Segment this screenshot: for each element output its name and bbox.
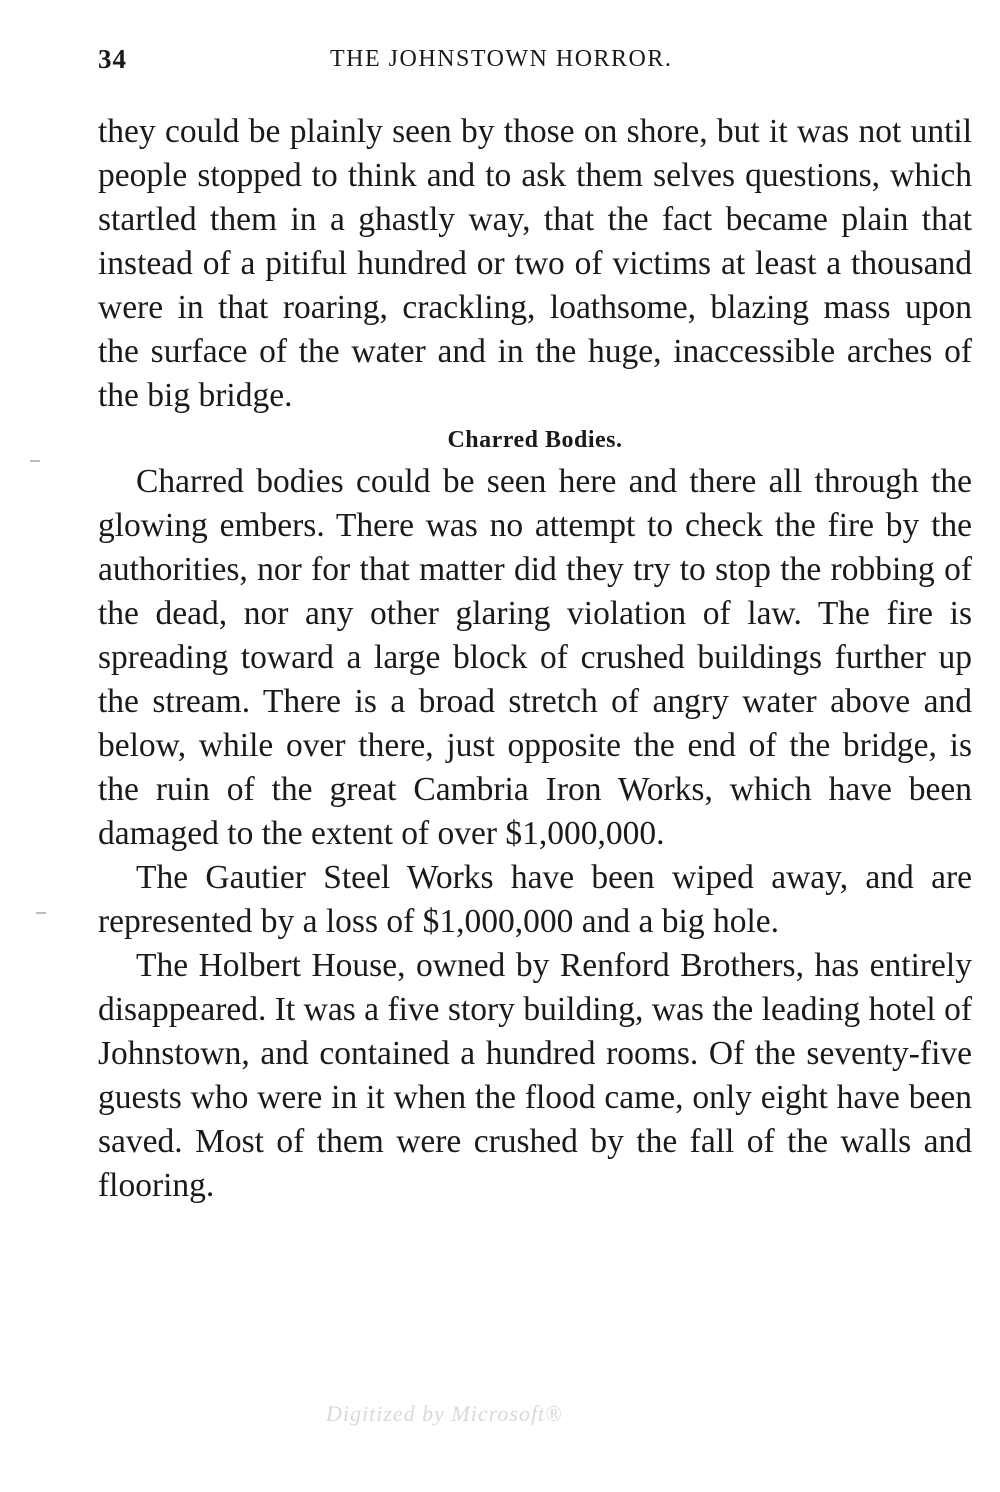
digitization-watermark: Digitized by Microsoft® (326, 1401, 563, 1426)
page-header (98, 44, 972, 84)
paragraph-charred-bodies: Charred bodies could be seen here and there all through the glowing embers. There was no attempt to check the fire by the authorities, nor for that matter did they try to stop the robbing of the dead, nor any other glaring violation of law. The fire is spreading toward a large block of crushed buildings further up the stream. There is a broad stretch of angry water above and below, while over there, just opposite the end of the bridge, is the ruin of the great Cambria Iron Works, which have been damaged to the extent of over $1,000,000. (98, 463, 972, 852)
page-number: 34 (98, 44, 127, 74)
running-head: THE JOHNSTOWN HORROR. (330, 46, 673, 72)
paragraph-gautier-steel-works: The Gautier Steel Works have been wiped away, and are represented by a loss of $1,000,000 and a big hole. (98, 859, 972, 940)
body-text (98, 110, 972, 1208)
scan-speck (36, 912, 46, 914)
section-heading: Charred Bodies. (447, 427, 623, 453)
scan-speck (30, 460, 40, 462)
paragraph-holbert-house: The Holbert House, owned by Renford Brothers, has entirely disappeared. It was a five story building, was the leading hotel of Johnstown, and contained a hundred rooms. Of the seventy-five guests who were in it when the flood came, only eight have been saved. Most of them were crushed by the fall of the walls and flooring. (98, 947, 972, 1204)
continued-paragraph: they could be plainly seen by those on shore, but it was not until people stopped to think and to ask them selves questions, which startled them in a ghastly way, that the fact became plain that instead of a pitiful hundred or two of victims at least a thousand were in that roaring, crackling, loathsome, blazing mass upon the surface of the water and in the huge, inaccessible arches of the big bridge. (98, 113, 972, 414)
